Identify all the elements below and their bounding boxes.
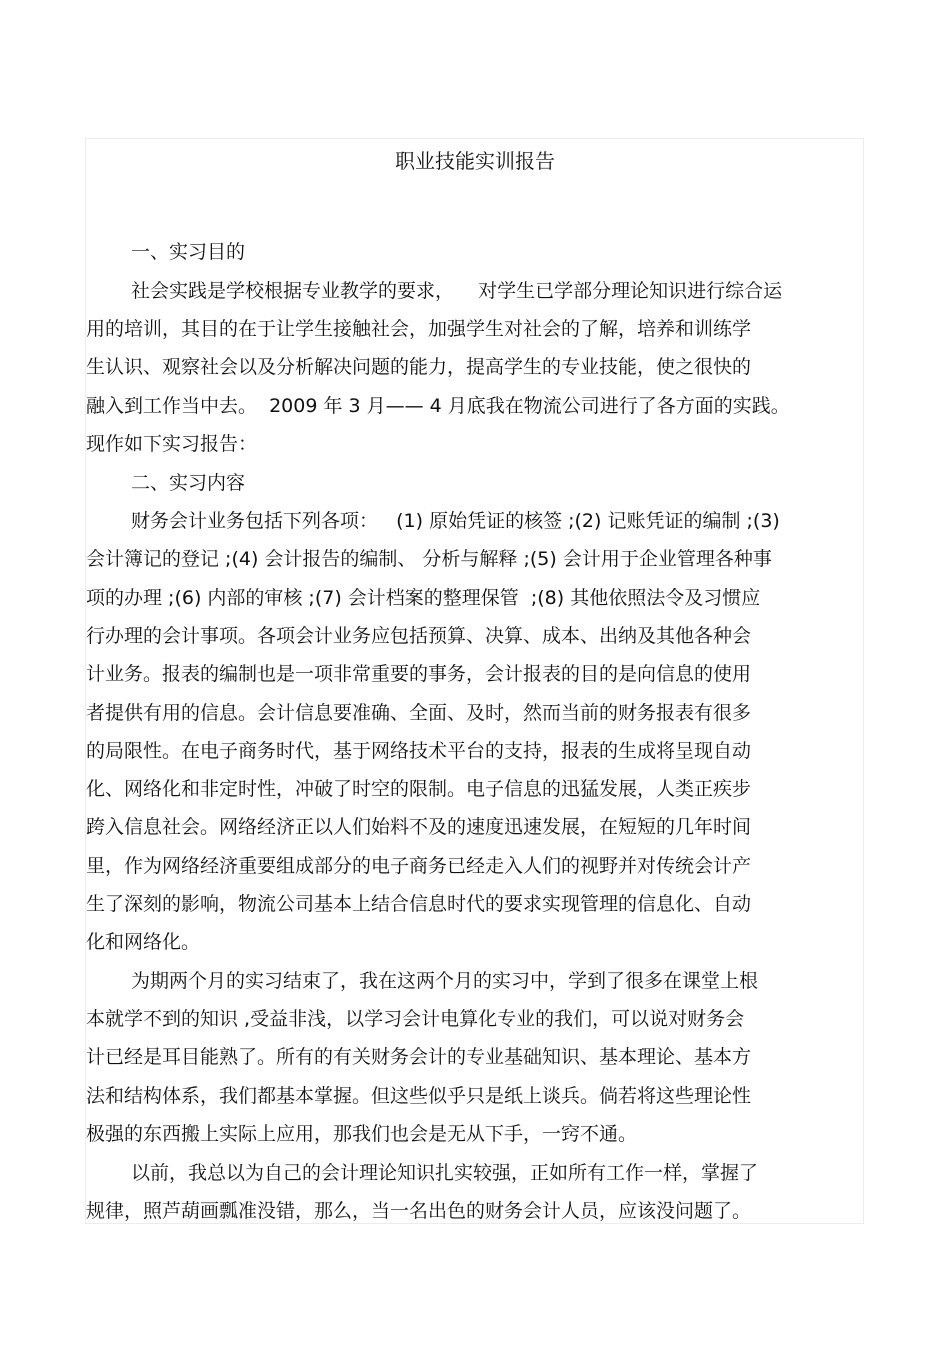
- paragraph-line: 化、网络化和非定时性，冲破了时空的限制。电子信息的迅猛发展，人类正疾步: [86, 778, 752, 800]
- paragraph-line: 里，作为网络经济重要组成部分的电子商务已经走入人们的视野并对传统会计产: [86, 855, 752, 877]
- paragraph-line: 法和结构体系，我们都基本掌握。但这些似乎只是纸上谈兵。倘若将这些理论性: [86, 1085, 752, 1107]
- paragraph-line: 生了深刻的影响，物流公司基本上结合信息时代的要求实现管理的信息化、自动: [86, 893, 752, 915]
- paragraph-line: 财务会计业务包括下列各项： (1) 原始凭证的核签 ;(2) 记账凭证的编制 ;(3): [131, 510, 780, 532]
- paragraph-line: 现作如下实习报告：: [86, 433, 258, 455]
- section-heading-content: 二、实习内容: [131, 472, 246, 494]
- paragraph-line: 极强的东西搬上实际上应用，那我们也会是无从下手，一窍不通。: [86, 1123, 638, 1145]
- paragraph-line: 社会实践是学校根据专业教学的要求， 对学生已学部分理论知识进行综合运: [131, 280, 783, 302]
- paragraph-line: 跨入信息社会。网络经济正以人们始料不及的速度迅速发展，在短短的几年时间: [86, 816, 752, 838]
- paragraph-line: 的局限性。在电子商务时代，基于网络技术平台的支持，报表的生成将呈现自动: [86, 740, 752, 762]
- paragraph-line: 以前，我总以为自己的会计理论知识扎实较强，正如所有工作一样，掌握了: [131, 1162, 759, 1184]
- section-heading-purpose: 一、实习目的: [131, 241, 246, 263]
- paragraph-line: 项的办理 ;(6) 内部的审核 ;(7) 会计档案的整理保管 ;(8) 其他依照法令及习惯应: [86, 587, 761, 609]
- paragraph-line: 融入到工作当中去。 2009 年 3 月—— 4 月底我在物流公司进行了各方面的实践。: [86, 395, 790, 417]
- paragraph-line: 生认识、观察社会以及分析解决问题的能力，提高学生的专业技能，使之很快的: [86, 356, 752, 378]
- document-title: 职业技能实训报告: [395, 149, 555, 173]
- paragraph-line: 用的培训，其目的在于让学生接触社会，加强学生对社会的了解，培养和训练学: [86, 318, 752, 340]
- paragraph-line: 规律，照芦葫画瓢准没错，那么，当一名出色的财务会计人员，应该没问题了。: [86, 1200, 752, 1222]
- paragraph-line: 计已经是耳目能熟了。所有的有关财务会计的专业基础知识、基本理论、基本方: [86, 1046, 752, 1068]
- paragraph-line: 本就学不到的知识 ,受益非浅，以学习会计电算化专业的我们，可以说对财务会: [86, 1008, 745, 1030]
- paragraph-line: 行办理的会计事项。各项会计业务应包括预算、决算、成本、出纳及其他各种会: [86, 625, 752, 647]
- paragraph-line: 会计簿记的登记 ;(4) 会计报告的编制、 分析与解释 ;(5) 会计用于企业管理各种事: [86, 548, 772, 570]
- paragraph-line: 者提供有用的信息。会计信息要准确、全面、及时，然而当前的财务报表有很多: [86, 702, 752, 724]
- paragraph-line: 为期两个月的实习结束了，我在这两个月的实习中，学到了很多在课堂上根: [131, 970, 759, 992]
- paragraph-line: 计业务。报表的编制也是一项非常重要的事务，会计报表的目的是向信息的使用: [86, 663, 752, 685]
- paragraph-line: 化和网络化。: [86, 931, 201, 953]
